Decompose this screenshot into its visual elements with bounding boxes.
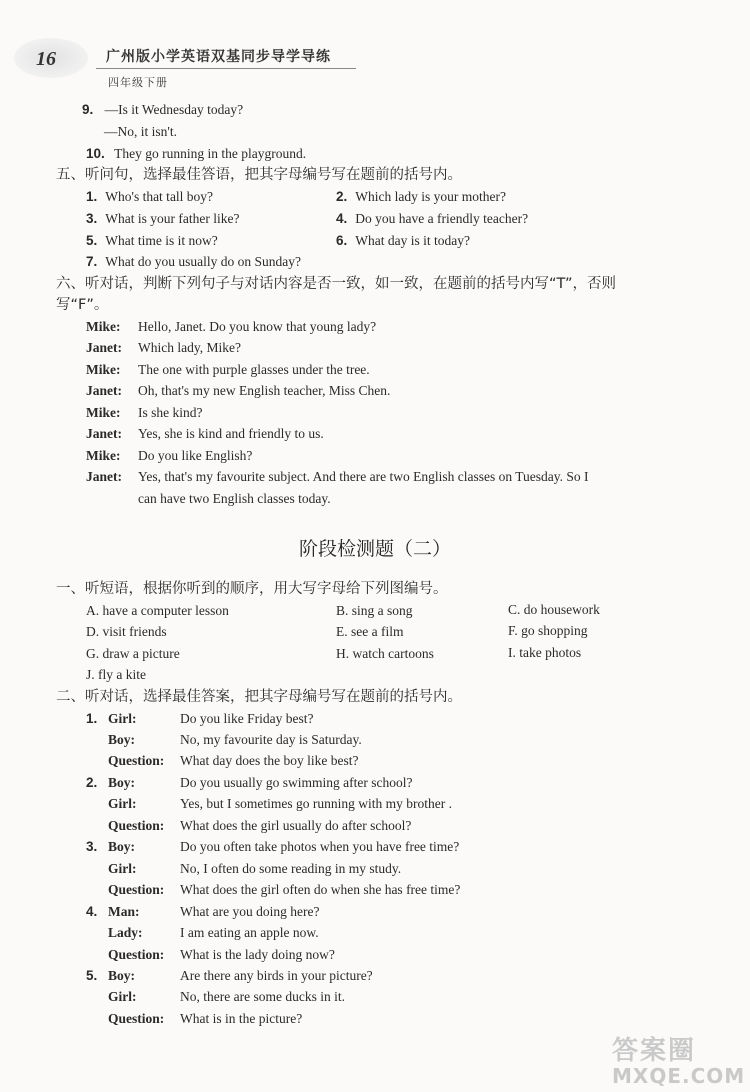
dialogue-line: Janet: Yes, that's my favourite subject. And there are two English classes on Tuesday. So I	[86, 469, 589, 484]
page-number: 16	[36, 48, 56, 70]
option-item: B. sing a song	[336, 603, 413, 618]
dialogue-line: Janet: Yes, she is kind and friendly to us.	[86, 426, 324, 441]
option-item: J. fly a kite	[86, 667, 146, 682]
dialogue-line: Question: What is the lady doing now?	[108, 947, 335, 962]
book-title: 广州版小学英语双基同步导学导练	[106, 49, 331, 65]
option-item: G. draw a picture	[86, 646, 180, 661]
option-item: E. see a film	[336, 624, 404, 639]
dialogue-line: Question: What does the girl usually do after school?	[108, 818, 412, 833]
dialogue-line: Girl: Yes, but I sometimes go running with my brother .	[108, 796, 452, 811]
list-item: 6. What day is it today?	[336, 233, 470, 248]
watermark-url: MXQE.COM	[612, 1064, 746, 1088]
question-10: 10. They go running in the playground.	[86, 146, 307, 161]
dialogue-line: Boy: Do you often take photos when you have free time?	[108, 839, 460, 854]
grade-label: 四年级下册	[108, 76, 168, 89]
question-9-answer: —No, it isn't.	[104, 124, 177, 139]
list-item: 7. What do you usually do on Sunday?	[86, 254, 301, 269]
list-item: 2. Which lady is your mother?	[336, 189, 506, 204]
list-item: 4. Do you have a friendly teacher?	[336, 211, 529, 226]
dialogue-line: Janet: Oh, that's my new English teacher, Miss Chen.	[86, 383, 391, 398]
dialogue-line: Man: What are you doing here?	[108, 904, 320, 919]
dialogue-line: Question: What day does the boy like best?	[108, 753, 359, 768]
section-a-heading: 一、听短语，根据你听到的顺序，用大写字母给下列图编号。	[56, 581, 448, 597]
dialogue-line: Lady: I am eating an apple now.	[108, 925, 319, 940]
option-item: H. watch cartoons	[336, 646, 434, 661]
dialogue-group-number: 4.	[86, 904, 98, 919]
dialogue-line: Boy: Do you usually go swimming after school?	[108, 775, 413, 790]
section-b-heading: 二、听对话，选择最佳答案，把其字母编号写在题前的括号内。	[56, 689, 462, 705]
option-item: A. have a computer lesson	[86, 603, 229, 618]
list-item: 1. Who's that tall boy?	[86, 189, 214, 204]
option-item: C. do housework	[508, 602, 600, 617]
list-item: 3. What is your father like?	[86, 211, 240, 226]
watermark	[612, 1030, 746, 1088]
dialogue-group-number: 5.	[86, 968, 98, 983]
stage-title: 阶段检测题（二）	[298, 538, 451, 560]
dialogue-line: Mike: The one with purple glasses under the tree.	[86, 362, 370, 377]
dialogue-line: Question: What does the girl often do when she has free time?	[108, 882, 461, 897]
watermark-logo-text: 答案圈	[612, 1036, 697, 1066]
dialogue-line: Question: What is in the picture?	[108, 1011, 303, 1026]
option-item: F. go shopping	[508, 623, 588, 638]
dialogue-line: Girl: No, there are some ducks in it.	[108, 989, 345, 1004]
dialogue-line: Boy: Are there any birds in your picture?	[108, 968, 373, 983]
dialogue-group-number: 2.	[86, 775, 98, 790]
dialogue-line: Mike: Hello, Janet. Do you know that young lady?	[86, 319, 377, 334]
dialogue-line: Janet: Which lady, Mike?	[86, 340, 241, 355]
dialogue-line: Mike: Do you like English?	[86, 448, 253, 463]
section-6-heading: 六、听对话，判断下列句子与对话内容是否一致，如一致，在题前的括号内写“T”，否则	[56, 276, 617, 292]
dialogue-continuation: can have two English classes today.	[138, 491, 331, 506]
dialogue-group-number: 1.	[86, 711, 98, 726]
option-item: D. visit friends	[86, 624, 167, 639]
section-6-heading-cont: 写“F”。	[56, 297, 109, 313]
dialogue-group-number: 3.	[86, 839, 98, 854]
question-9: 9. —Is it Wednesday today?	[82, 102, 244, 117]
header-divider	[96, 68, 356, 69]
list-item: 5. What time is it now?	[86, 233, 218, 248]
dialogue-line: Mike: Is she kind?	[86, 405, 203, 420]
dialogue-line: Girl: No, I often do some reading in my study.	[108, 861, 402, 876]
option-item: I. take photos	[508, 645, 582, 660]
dialogue-line: Boy: No, my favourite day is Saturday.	[108, 732, 362, 747]
dialogue-line: Girl: Do you like Friday best?	[108, 711, 314, 726]
section-5-heading: 五、听问句，选择最佳答语，把其字母编号写在题前的括号内。	[56, 167, 462, 183]
